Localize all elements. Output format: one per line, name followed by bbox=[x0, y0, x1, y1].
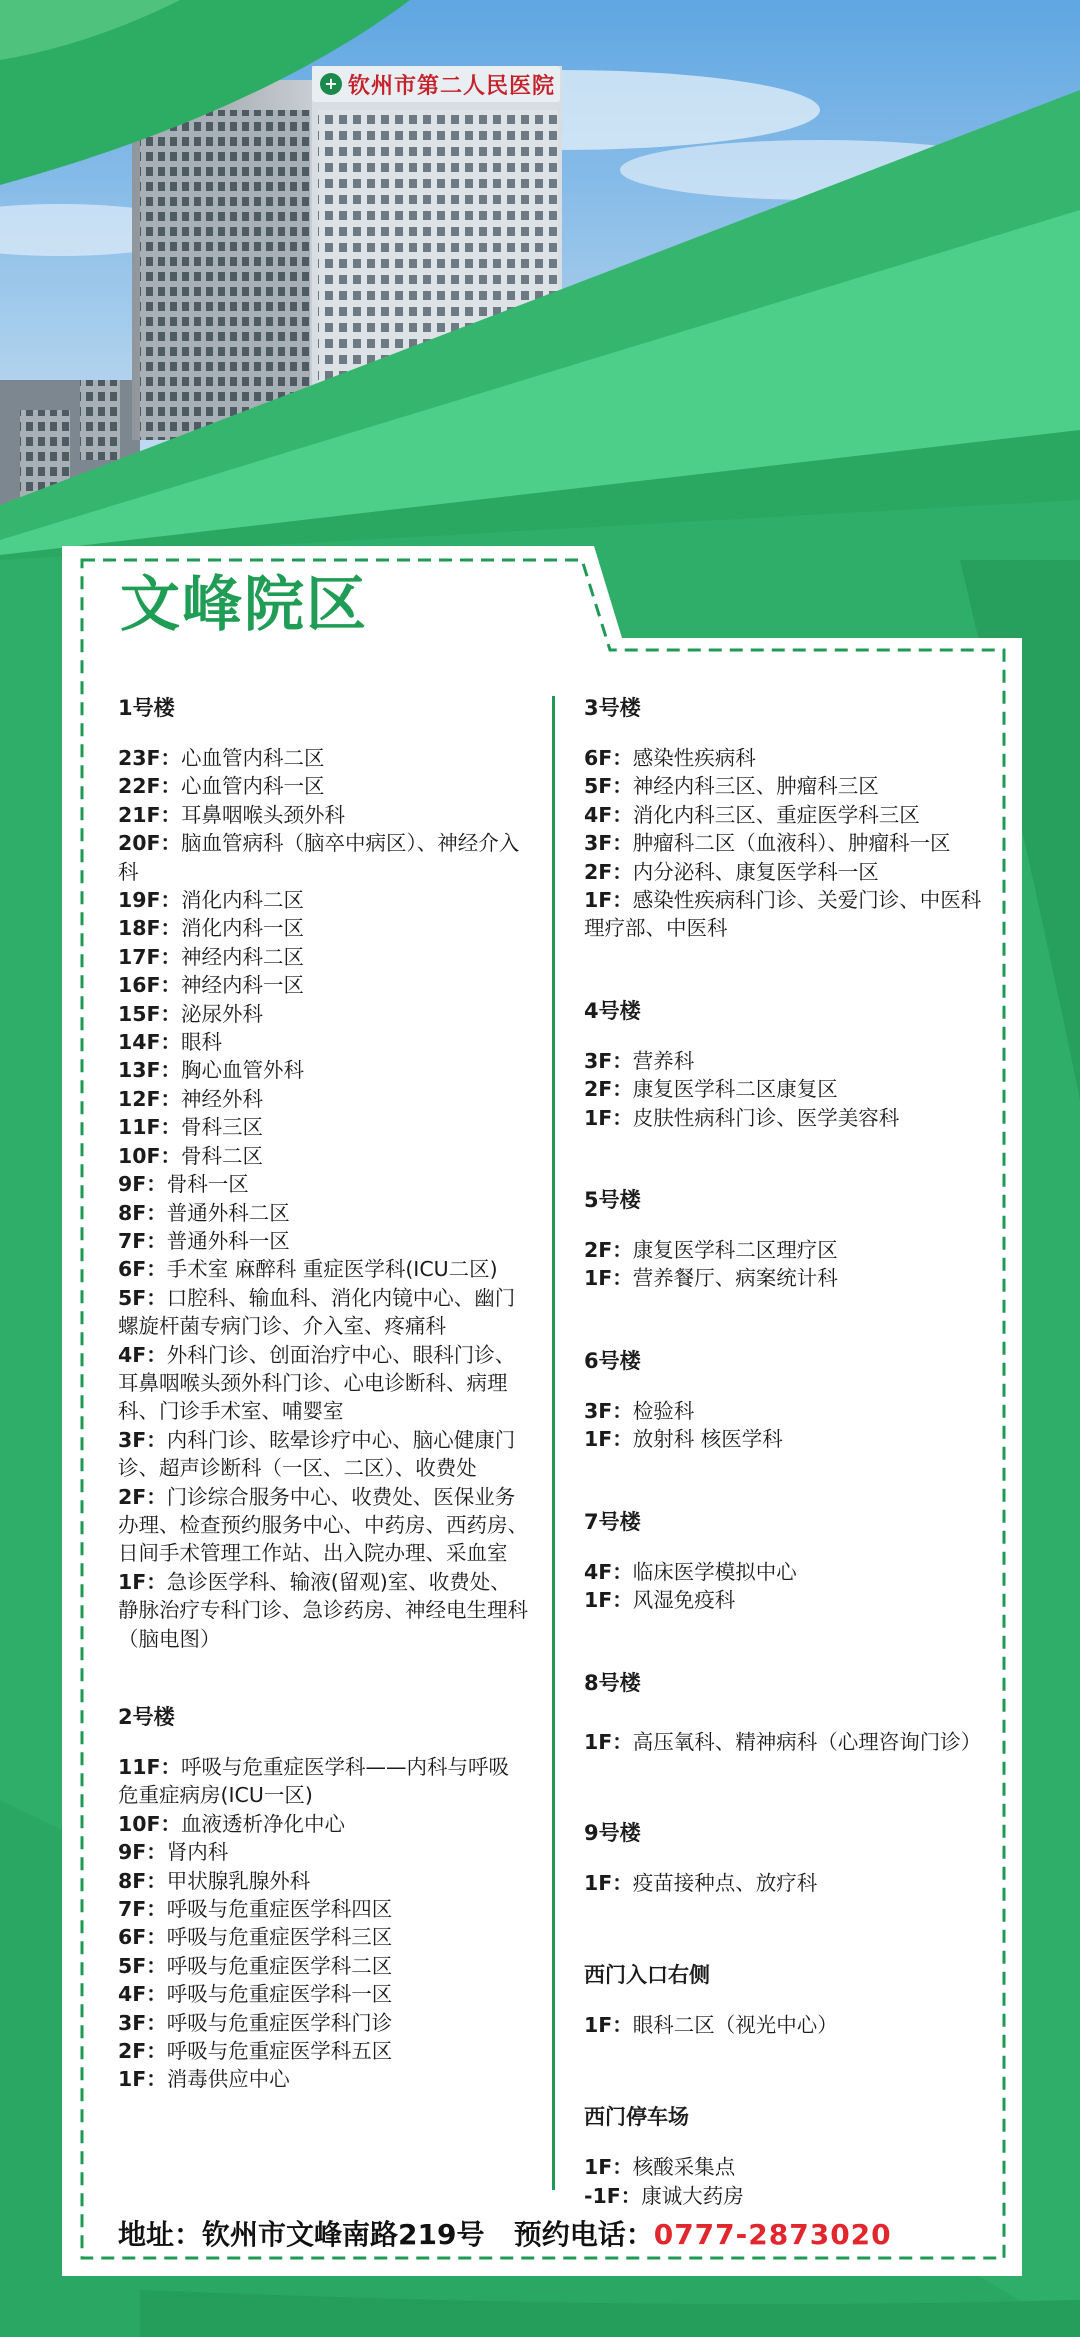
building-title: 2号楼 bbox=[118, 1705, 175, 1729]
floor-departments: 甲状腺乳腺外科 bbox=[166, 1868, 311, 1893]
building-section bbox=[584, 997, 994, 1132]
floor-level: 23F： bbox=[118, 746, 182, 770]
floor-entry bbox=[118, 1426, 528, 1483]
floor-departments: 呼吸与危重症医学科四区 bbox=[166, 1897, 393, 1922]
floor-departments: 眼科二区（视光中心） bbox=[632, 2012, 838, 2037]
floor-list bbox=[584, 1236, 994, 1293]
building-section bbox=[584, 694, 994, 943]
floor-entry bbox=[118, 1980, 528, 2008]
building-title: 5号楼 bbox=[584, 1188, 641, 1213]
floor-departments: 心血管内科二区 bbox=[181, 746, 325, 770]
floor-departments: 高压氧科、精神病科（心理咨询门诊） bbox=[632, 1729, 982, 1754]
hospital-logo-icon bbox=[320, 73, 342, 95]
floor-level: 1F： bbox=[118, 1569, 167, 1594]
building-section bbox=[584, 1186, 994, 1293]
floor-level: 3F： bbox=[584, 1398, 633, 1423]
floor-list bbox=[118, 744, 528, 1653]
building-title: 3号楼 bbox=[584, 696, 641, 720]
floor-list bbox=[584, 1869, 994, 1897]
floor-level: 9F： bbox=[118, 1172, 167, 1197]
floor-departments: 消化内科三区、重症医学科三区 bbox=[632, 802, 920, 827]
floor-entry bbox=[118, 1028, 528, 1056]
floor-level: 21F： bbox=[118, 802, 182, 827]
floor-entry bbox=[118, 886, 528, 914]
floor-level: 6F： bbox=[584, 746, 633, 770]
floor-entry bbox=[584, 1869, 994, 1897]
floor-departments: 骨科三区 bbox=[181, 1115, 264, 1140]
floor-level: 4F： bbox=[118, 1982, 167, 2007]
floor-entry bbox=[118, 1142, 528, 1170]
floor-entry bbox=[118, 1923, 528, 1951]
floor-departments: 神经外科 bbox=[181, 1086, 264, 1111]
floor-entry bbox=[584, 858, 994, 886]
floor-departments: 肾内科 bbox=[166, 1840, 229, 1865]
floor-departments: 门诊综合服务中心、收费处、医保业务办理、检查预约服务中心、中药房、西药房、日间手术管理工作站、出入院办理、采血室 bbox=[118, 1484, 528, 1566]
floor-entry bbox=[118, 943, 528, 971]
floor-departments: 口腔科、输血科、消化内镜中心、幽门螺旋杆菌专病门诊、介入室、疼痛科 bbox=[118, 1285, 516, 1339]
floor-departments: 呼吸与危重症医学科一区 bbox=[166, 1982, 393, 2007]
floor-entry bbox=[118, 1568, 528, 1653]
floor-entry bbox=[584, 886, 994, 943]
floor-departments: 骨科二区 bbox=[181, 1143, 264, 1168]
floor-entry bbox=[118, 1341, 528, 1426]
floor-level: 2F： bbox=[584, 1077, 633, 1102]
floor-level: 9F： bbox=[118, 1840, 167, 1865]
floor-entry bbox=[118, 1199, 528, 1227]
building-title: 西门停车场 bbox=[584, 2105, 689, 2130]
building-section bbox=[584, 1508, 994, 1615]
floor-entry bbox=[584, 2011, 994, 2039]
floor-level: 1F： bbox=[584, 2012, 633, 2037]
floor-level: 3F： bbox=[118, 1427, 167, 1452]
building-title: 1号楼 bbox=[118, 696, 175, 720]
floor-level: 2F： bbox=[584, 859, 633, 884]
floor-departments: 感染性疾病科门诊、关爱门诊、中医科理疗部、中医科 bbox=[584, 888, 982, 941]
floor-entry bbox=[118, 829, 528, 886]
hospital-sign bbox=[312, 66, 560, 102]
floor-entry bbox=[118, 1867, 528, 1895]
floor-departments: 耳鼻咽喉头颈外科 bbox=[181, 802, 346, 827]
floor-level: 17F： bbox=[118, 944, 182, 969]
floor-entry bbox=[584, 801, 994, 829]
floor-level: 4F： bbox=[118, 1342, 167, 1367]
floor-level: 10F： bbox=[118, 1811, 182, 1836]
campus-title: 文峰院区 bbox=[120, 570, 368, 640]
floor-level: 7F： bbox=[118, 1228, 167, 1253]
floor-entry bbox=[118, 1284, 528, 1341]
floor-entry bbox=[584, 1236, 994, 1264]
floor-entry bbox=[118, 914, 528, 942]
footer-contact bbox=[118, 2215, 892, 2255]
floor-departments: 呼吸与危重症医学科二区 bbox=[166, 1953, 393, 1978]
floor-entry bbox=[118, 1895, 528, 1923]
floor-level: 1F： bbox=[584, 1105, 633, 1130]
floor-entry bbox=[118, 2065, 528, 2093]
floor-level: 3F： bbox=[118, 2010, 167, 2035]
right-column bbox=[584, 694, 994, 2210]
floor-departments: 急诊医学科、输液(留观)室、收费处、静脉治疗专科门诊、急诊药房、神经电生理科（脑电图） bbox=[118, 1569, 528, 1651]
floor-list bbox=[584, 2153, 994, 2210]
floor-level: 7F： bbox=[118, 1897, 167, 1922]
floor-level: 18F： bbox=[118, 916, 182, 941]
floor-entry bbox=[584, 829, 994, 857]
floor-departments: 营养餐厅、病案统计科 bbox=[632, 1266, 838, 1291]
floor-departments: 消化内科二区 bbox=[181, 888, 305, 913]
floor-entry bbox=[584, 1264, 994, 1292]
floor-departments: 泌尿外科 bbox=[181, 1001, 264, 1026]
building-title: 8号楼 bbox=[584, 1670, 641, 1695]
floor-level: 1F： bbox=[584, 1427, 633, 1452]
floor-entry bbox=[118, 1113, 528, 1141]
floor-entry bbox=[584, 1719, 994, 1765]
address-text: 地址：钦州市文峰南路219号 bbox=[118, 2218, 485, 2251]
floor-list bbox=[118, 1753, 528, 2094]
floor-departments: 普通外科二区 bbox=[166, 1200, 290, 1225]
building-section bbox=[118, 1703, 528, 2094]
floor-entry bbox=[584, 1104, 994, 1132]
floor-departments: 肿瘤科二区（血液科）、肿瘤科一区 bbox=[632, 831, 951, 856]
floor-level: 8F： bbox=[118, 1200, 167, 1225]
building-section bbox=[584, 1347, 994, 1454]
floor-level: 22F： bbox=[118, 774, 182, 799]
floor-departments: 消毒供应中心 bbox=[166, 2067, 290, 2092]
floor-level: 4F： bbox=[584, 802, 633, 827]
floor-entry bbox=[584, 2182, 994, 2210]
floor-level: 1F： bbox=[584, 888, 633, 913]
floor-level: 5F： bbox=[584, 774, 633, 799]
floor-list bbox=[584, 1719, 994, 1765]
floor-departments: 消化内科一区 bbox=[181, 916, 305, 941]
floor-departments: 皮肤性病科门诊、医学美容科 bbox=[632, 1105, 900, 1130]
floor-entry bbox=[584, 1047, 994, 1075]
floor-departments: 心血管内科一区 bbox=[181, 774, 325, 799]
floor-entry bbox=[118, 1810, 528, 1838]
floor-level: 11F： bbox=[118, 1115, 182, 1140]
floor-departments: 神经内科一区 bbox=[181, 973, 305, 998]
floor-level: 1F： bbox=[584, 1588, 633, 1613]
floor-level: -1F： bbox=[584, 2183, 642, 2208]
floor-list bbox=[584, 1047, 994, 1132]
building-section bbox=[584, 1961, 994, 2039]
floor-entry bbox=[118, 1255, 528, 1283]
building-section bbox=[584, 1819, 994, 1897]
floor-departments: 普通外科一区 bbox=[166, 1228, 290, 1253]
floor-departments: 呼吸与危重症医学科五区 bbox=[166, 2039, 393, 2064]
floor-level: 1F： bbox=[584, 1266, 633, 1291]
floor-level: 19F： bbox=[118, 888, 182, 913]
hospital-sign-text: 钦州市第二人民医院 bbox=[348, 72, 556, 99]
floor-entry bbox=[118, 1000, 528, 1028]
floor-level: 12F： bbox=[118, 1086, 182, 1111]
floor-departments: 临床医学模拟中心 bbox=[632, 1559, 797, 1584]
floor-level: 1F： bbox=[118, 2067, 167, 2092]
floor-entry bbox=[118, 1753, 528, 1810]
phone-label: 预约电话： bbox=[513, 2218, 654, 2251]
floor-entry bbox=[118, 801, 528, 829]
floor-level: 11F： bbox=[118, 1755, 182, 1779]
floor-level: 5F： bbox=[118, 1285, 167, 1310]
floor-departments: 康诚大药房 bbox=[641, 2183, 744, 2208]
floor-level: 5F： bbox=[118, 1953, 167, 1978]
floor-departments: 外科门诊、创面治疗中心、眼科门诊、耳鼻咽喉头颈外科门诊、心电诊断科、病理科、门诊手术室、哺婴室 bbox=[118, 1342, 516, 1424]
floor-entry bbox=[118, 1483, 528, 1568]
floor-level: 20F： bbox=[118, 831, 182, 856]
floor-departments: 呼吸与危重症医学科三区 bbox=[166, 1925, 393, 1950]
floor-list bbox=[584, 1558, 994, 1615]
floor-level: 8F： bbox=[118, 1868, 167, 1893]
floor-entry bbox=[584, 1425, 994, 1453]
floor-level: 4F： bbox=[584, 1559, 633, 1584]
floor-entry bbox=[118, 1227, 528, 1255]
floor-departments: 检验科 bbox=[632, 1398, 695, 1423]
floor-level: 2F： bbox=[584, 1238, 633, 1263]
floor-departments: 眼科 bbox=[181, 1030, 223, 1055]
floor-level: 3F： bbox=[584, 831, 633, 856]
floor-level: 2F： bbox=[118, 2039, 167, 2064]
building-section bbox=[118, 694, 528, 1653]
floor-entry bbox=[584, 1075, 994, 1103]
floor-departments: 骨科一区 bbox=[166, 1172, 249, 1197]
left-column bbox=[118, 694, 528, 2094]
floor-level: 13F： bbox=[118, 1058, 182, 1083]
floor-entry bbox=[584, 1558, 994, 1586]
floor-entry bbox=[584, 772, 994, 800]
floor-entry bbox=[584, 744, 994, 772]
floor-departments: 血液透析净化中心 bbox=[181, 1811, 346, 1836]
floor-departments: 康复医学科二区理疗区 bbox=[632, 1238, 838, 1263]
floor-level: 6F： bbox=[118, 1925, 167, 1950]
floor-departments: 呼吸与危重症医学科——内科与呼吸危重症病房(ICU一区) bbox=[118, 1755, 510, 1808]
floor-entry bbox=[584, 2153, 994, 2181]
floor-list bbox=[584, 744, 994, 943]
floor-entry bbox=[584, 1397, 994, 1425]
floor-level: 2F： bbox=[118, 1484, 167, 1509]
floor-entry bbox=[118, 1170, 528, 1198]
floor-entry bbox=[118, 772, 528, 800]
floor-departments: 脑血管病科（脑卒中病区）、神经介入科 bbox=[118, 831, 520, 884]
floor-entry bbox=[118, 1952, 528, 1980]
floor-departments: 营养科 bbox=[632, 1048, 695, 1073]
floor-departments: 感染性疾病科 bbox=[632, 746, 756, 770]
floor-level: 1F： bbox=[584, 1870, 633, 1895]
floor-departments: 风湿免疫科 bbox=[632, 1588, 736, 1613]
floor-entry bbox=[118, 1056, 528, 1084]
floor-level: 16F： bbox=[118, 973, 182, 998]
building-section bbox=[584, 1669, 994, 1765]
floor-entry bbox=[118, 2037, 528, 2065]
floor-entry bbox=[118, 1085, 528, 1113]
column-divider bbox=[552, 696, 555, 2190]
building-title: 7号楼 bbox=[584, 1509, 641, 1534]
floor-departments: 胸心血管外科 bbox=[181, 1058, 305, 1083]
floor-level: 6F： bbox=[118, 1257, 167, 1282]
floor-departments: 内科门诊、眩晕诊疗中心、脑心健康门诊、超声诊断科（一区、二区）、收费处 bbox=[118, 1427, 516, 1481]
floor-level: 14F： bbox=[118, 1030, 182, 1055]
floor-list bbox=[584, 2011, 994, 2039]
floor-departments: 内分泌科、康复医学科一区 bbox=[632, 859, 879, 884]
building-section bbox=[584, 2103, 994, 2210]
floor-departments: 手术室 麻醉科 重症医学科(ICU二区) bbox=[166, 1257, 498, 1282]
floor-entry bbox=[118, 2009, 528, 2037]
floor-departments: 放射科 核医学科 bbox=[632, 1427, 783, 1452]
building-title: 4号楼 bbox=[584, 998, 641, 1023]
floor-entry bbox=[118, 744, 528, 772]
floor-departments: 核酸采集点 bbox=[632, 2155, 736, 2180]
floor-entry bbox=[118, 971, 528, 999]
floor-level: 10F： bbox=[118, 1143, 182, 1168]
floor-list bbox=[584, 1397, 994, 1454]
floor-departments: 疫苗接种点、放疗科 bbox=[632, 1870, 818, 1895]
floor-level: 15F： bbox=[118, 1001, 182, 1026]
building-title: 9号楼 bbox=[584, 1820, 641, 1845]
floor-level: 1F： bbox=[584, 1729, 633, 1754]
floor-departments: 神经内科三区、肿瘤科三区 bbox=[632, 774, 879, 799]
building-title: 西门入口右侧 bbox=[584, 1962, 710, 1987]
phone-number: 0777-2873020 bbox=[653, 2218, 892, 2251]
building-title: 6号楼 bbox=[584, 1348, 641, 1373]
floor-level: 1F： bbox=[584, 2155, 633, 2180]
floor-departments: 神经内科二区 bbox=[181, 944, 305, 969]
floor-departments: 康复医学科二区康复区 bbox=[632, 1077, 838, 1102]
floor-departments: 呼吸与危重症医学科门诊 bbox=[166, 2010, 393, 2035]
floor-entry bbox=[584, 1586, 994, 1614]
floor-entry bbox=[118, 1838, 528, 1866]
floor-level: 3F： bbox=[584, 1048, 633, 1073]
